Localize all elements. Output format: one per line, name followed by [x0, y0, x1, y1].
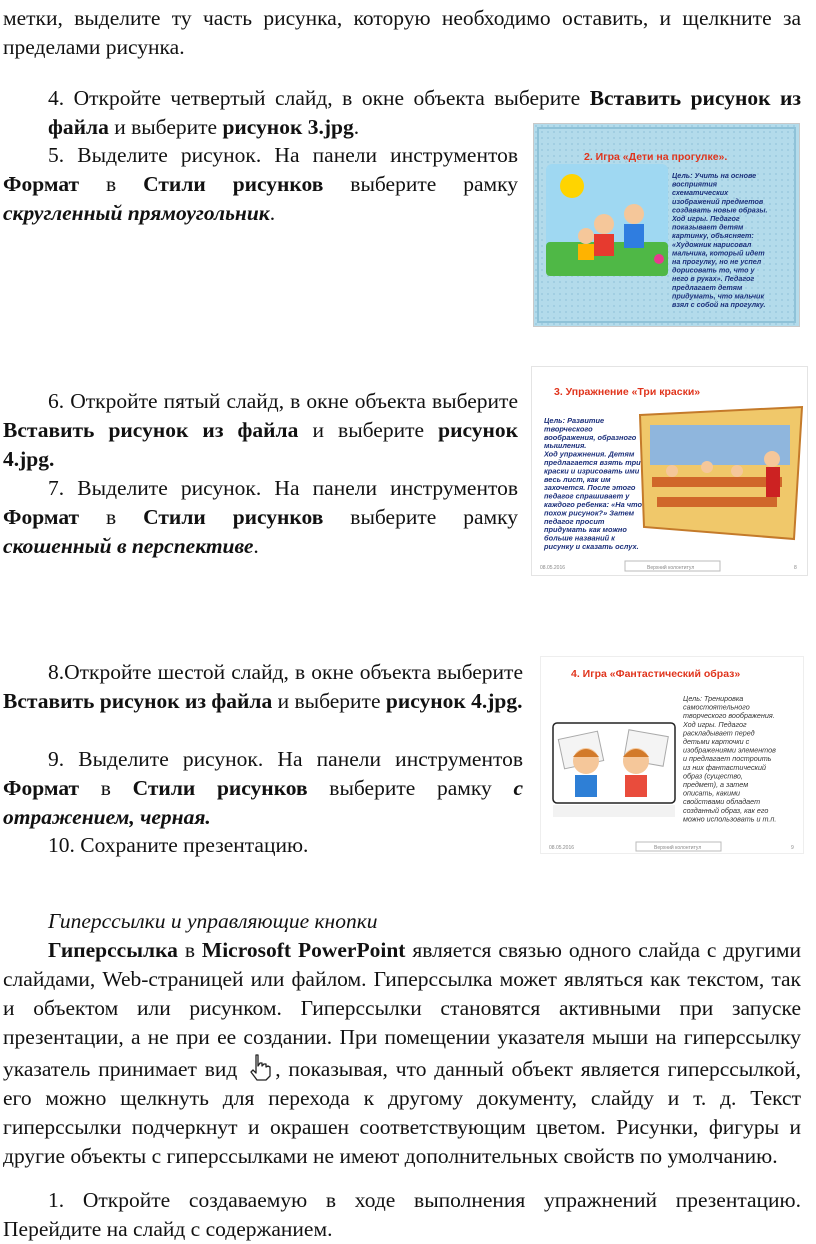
slide1-text-line: схематических: [672, 188, 729, 198]
slide1-text-line: Ход игры. Педагог: [672, 214, 740, 223]
slide1-text-line: него в руках». Педагог: [672, 274, 755, 284]
slide2-text-line: воображения, образного: [544, 432, 637, 442]
slide1-text-line: взял с собой на прогулку.: [672, 300, 766, 309]
hand-pointer-icon: [245, 1052, 275, 1082]
section-title: Гиперссылки и управляющие кнопки: [48, 909, 378, 933]
slide2-text-line: похож рисунок?» Затем: [544, 508, 635, 518]
slide-image-deti-na-progulke: [533, 123, 800, 327]
slide1-text-line: изображений предметов: [672, 196, 764, 206]
slide1-text-line: картинку, объясняет:: [672, 231, 754, 241]
slide3-text-line: образ (существо,: [683, 771, 743, 781]
slide2-text-line: педагог просит: [544, 516, 605, 526]
slide-image-fantasticheskiy-obraz: [540, 656, 804, 854]
slide3-text-line: Цель: Тренировка: [683, 694, 744, 703]
slide3-text-line: творческого воображения.: [683, 711, 775, 721]
slide3-footer-date: 08.05.2016: [549, 845, 575, 851]
sun-icon: [560, 174, 584, 198]
slide2-text-line: мышления.: [544, 441, 587, 451]
slide1-text-line: создавать новые образы.: [672, 205, 768, 215]
slide2-footer-center: Верхний колонтитул: [647, 565, 695, 571]
slide3-text-line: описать, какими: [683, 788, 741, 798]
step-7: 7. Выделите рисунок. На панели инструментов Формат в Стили рисунков выберите рамку скошенный в перспективе.: [3, 476, 519, 558]
slide1-text-line: мальчика, который идет: [672, 248, 765, 258]
slide1-text-line: «Художник нарисовал: [672, 239, 752, 249]
slide1-text-line: на прогулку, но не успел: [672, 257, 762, 266]
slide3-text-line: созданный образ, как его: [683, 805, 769, 815]
slide1-title: 2. Игра «Дети на прогулке».: [584, 151, 728, 163]
slide1-text-line: придумать, что мальчик: [672, 291, 765, 301]
paragraph-intro: метки, выделите ту часть рисунка, которую необходимо оставить, и щелкните за пределами рисунка.: [3, 6, 801, 59]
slide3-text-line: из них фантастический: [683, 762, 766, 772]
step-10: 10. Сохраните презентацию.: [48, 833, 309, 857]
slide3-text-line: и предлагает построить: [683, 754, 772, 764]
slide2-text-line: предлагается взять три: [544, 458, 641, 467]
step-1-final: 1. Откройте создаваемую в ходе выполнения упражнений презентацию. Перейдите на слайд с содержанием.: [3, 1188, 801, 1241]
slide3-text-line: свойствами обладает: [683, 797, 761, 807]
slide2-title: 3. Упражнение «Три краски»: [554, 386, 701, 398]
slide1-text-line: предлагает детям: [672, 282, 743, 292]
slide2-text-line: захочется. После этого: [544, 483, 636, 493]
slide3-text-line: раскладывает перед: [683, 728, 755, 738]
step-6: 6. Откройте пятый слайд, в окне объекта выберите Вставить рисунок из файла и выберите рисунок 4.jpg.: [3, 389, 519, 471]
slide1-text-line: показывает детям: [672, 222, 744, 232]
slide3-text-line: детьми карточки с: [683, 737, 750, 746]
slide2-text-line: рисунку и сказать ослух.: [544, 542, 639, 551]
slide1-text-line: Цель: Учить на основе: [672, 171, 757, 180]
slide2-text-line: весь лист, как им: [544, 474, 611, 484]
slide3-title: 4. Игра «Фантастический образ»: [571, 668, 741, 680]
slide2-text-line: Цель: Развитие: [544, 416, 605, 425]
slide-image-tri-kraski: [531, 366, 808, 576]
slide3-text-line: изображениями элементов: [683, 745, 776, 755]
slide2-text-line: краски и изрисовать ими: [544, 466, 640, 476]
step-5: 5. Выделите рисунок. На панели инструментов Формат в Стили рисунков выберите рамку скругленный прямоугольник.: [3, 143, 519, 225]
slide2-text-line: творческого: [544, 424, 593, 434]
slide3-text-line: самостоятельного: [683, 702, 750, 712]
slide3-text-line: можно использовать и т.п.: [683, 814, 777, 824]
slide2-footer-date: 08.05.2016: [540, 565, 566, 571]
slide3-footer-center: Верхний колонтитул: [654, 845, 702, 851]
step-4: 4. Откройте четвертый слайд, в окне объекта выберите Вставить рисунок из файла и выберите рисунок 3.jpg.: [48, 86, 801, 139]
slide2-text-line: придумать как можно: [544, 525, 627, 535]
slide2-footer-page: 8: [794, 565, 797, 571]
step-8: 8.Откройте шестой слайд, в окне объекта выберите Вставить рисунок из файла и выберите рисунок 4.jpg.: [3, 660, 523, 713]
slide2-text-line: Ход упражнения. Детям: [544, 449, 635, 459]
slide2-text-line: больше названий к: [544, 533, 615, 543]
slide2-text-line: педагог спрашивает у: [544, 491, 630, 501]
slide3-text-line: Ход игры. Педагог: [683, 719, 747, 729]
slide1-text-line: восприятия: [672, 179, 717, 189]
slide3-text-line: предмет), а затем: [683, 780, 749, 789]
step-9: 9. Выделите рисунок. На панели инструментов Формат в Стили рисунков выберите рамку с отражением, черная.: [3, 747, 523, 829]
slide3-footer-page: 9: [791, 845, 794, 851]
hyperlink-paragraph: Гиперссылка в Microsoft PowerPoint является связью одного слайда с другими слайдами, Web-страницей или файлом. Гиперссылка может являться как текстом, так и объектом или рисунком. Гиперссылки становятся активными при запуске презентации, а не при ее создании. При помещении указателя мыши на гиперссылку указатель принимает вид , показывая, что данный объект является гиперссылкой, его можно щелкнуть для перехода к другому документу, слайду и т. д. Текст гиперссылки подчеркнут и окрашен соответствующим цветом. Рисунки, фигуры и другие объекты с гиперссылками не имеют дополнительных свойств по умолчанию.: [3, 938, 801, 1168]
slide2-text-line: каждого ребенка: «На что: [544, 500, 643, 509]
slide1-text-line: дорисовать то, что у: [672, 265, 755, 275]
